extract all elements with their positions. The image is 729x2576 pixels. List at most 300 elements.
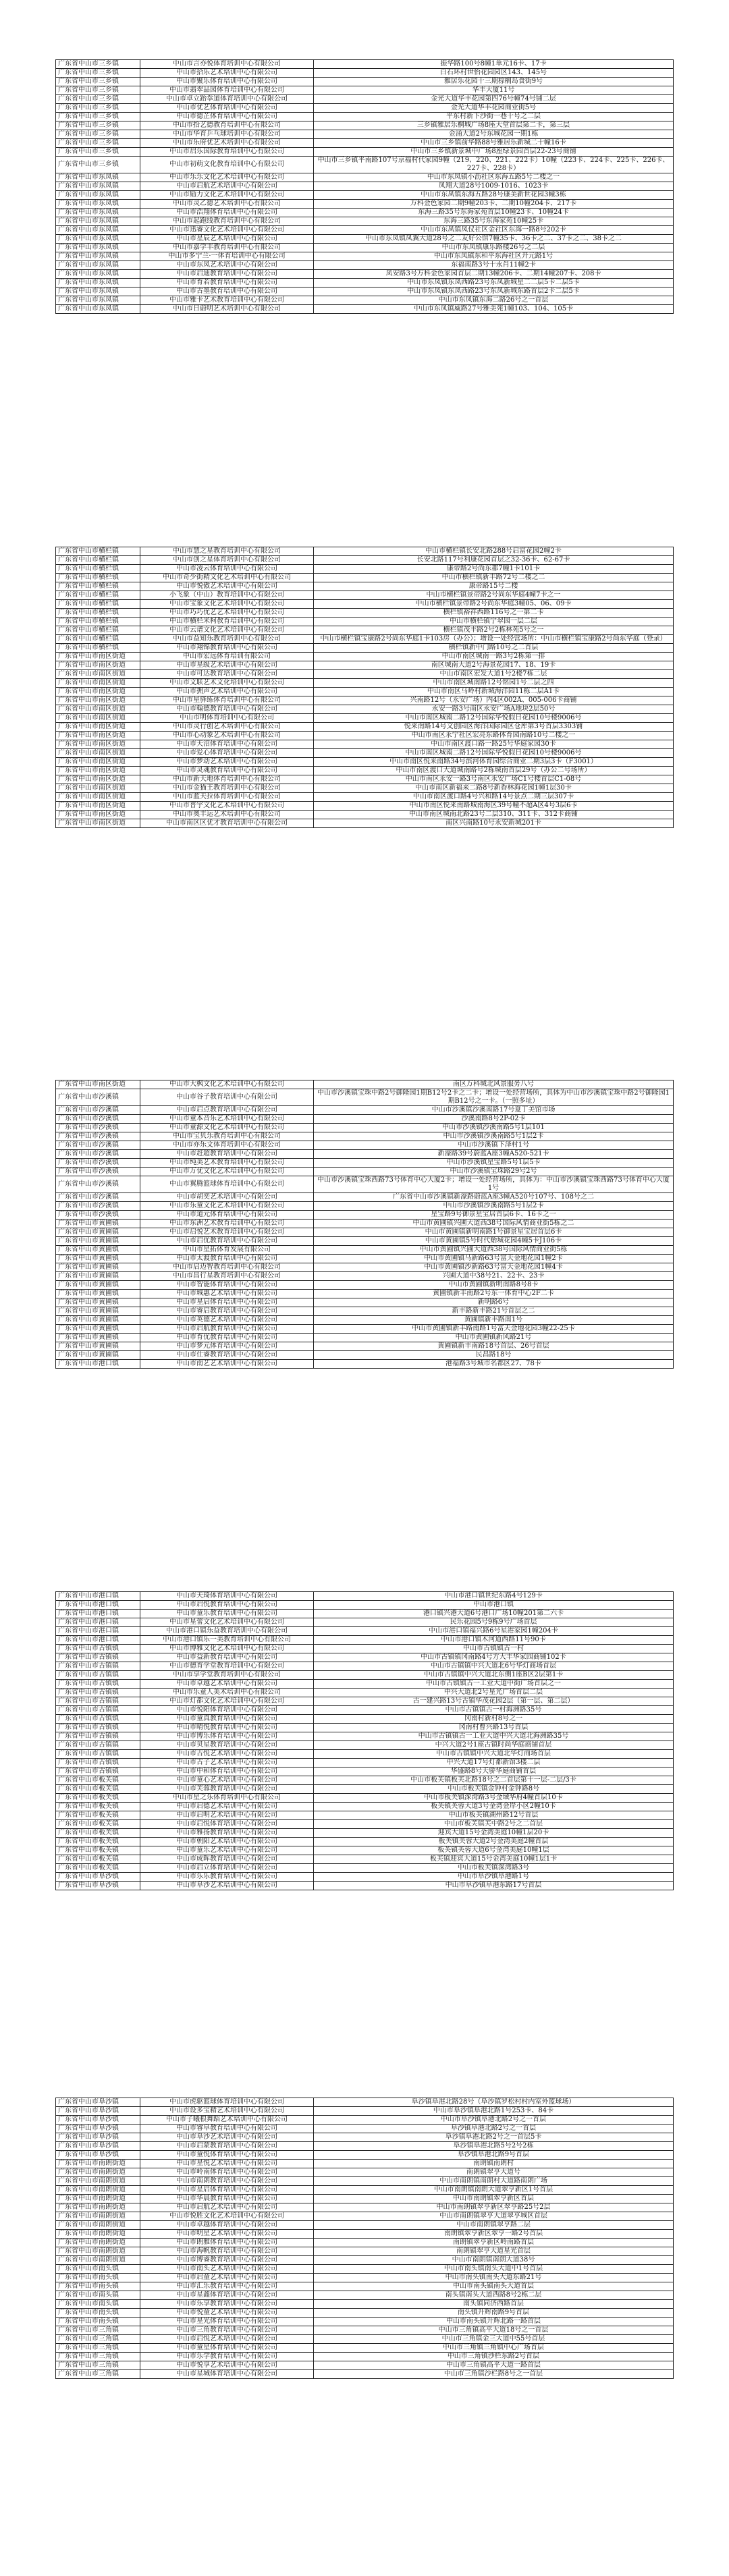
org-name-cell: 中山市灯都文化艺术培训中心有限公司 bbox=[140, 1697, 314, 1706]
table-row bbox=[56, 1732, 674, 1741]
address-cell: 华丰大厦11号 bbox=[314, 86, 674, 95]
table-row bbox=[56, 2318, 674, 2326]
region-cell: 广东省中山市三角镇 bbox=[56, 2370, 140, 2379]
table-row bbox=[56, 1159, 674, 1168]
table-row bbox=[56, 1150, 674, 1159]
table-row bbox=[56, 784, 674, 793]
region-cell: 广东省中山市南朗街道 bbox=[56, 2177, 140, 2186]
region-cell: 广东省中山市阜沙镇 bbox=[56, 1873, 140, 1882]
table-row bbox=[56, 60, 674, 69]
region-cell: 广东省中山市黄圃镇 bbox=[56, 1351, 140, 1360]
org-name-cell: 中山市德芷体育培训中心有限公司 bbox=[140, 113, 314, 121]
address-cell: 万科金色家园二期9幢203卡、二期10幢204卡、217卡 bbox=[314, 200, 674, 209]
org-name-cell: 中山市拾乐艺术培训中心有限公司 bbox=[140, 69, 314, 78]
region-cell: 广东省中山市古镇镇 bbox=[56, 1741, 140, 1750]
org-name-cell: 中山市虎驱篮球体育培训中心有限公司 bbox=[140, 2098, 314, 2107]
table-row bbox=[56, 157, 674, 173]
region-cell: 广东省中山市横栏镇 bbox=[56, 591, 140, 600]
org-name-cell: 中山市乐乐教育培训中心有限公司 bbox=[140, 1873, 314, 1882]
table-row bbox=[56, 1601, 674, 1610]
region-cell: 广东省中山市三乡镇 bbox=[56, 113, 140, 121]
org-name-cell: 中山市星启体育培训中心有限公司 bbox=[140, 2186, 314, 2195]
org-name-cell: 中山市启立体育培训中心有限公司 bbox=[140, 1864, 314, 1873]
region-cell: 广东省中山市阜沙镇 bbox=[56, 2098, 140, 2107]
address-cell: 中山市南头镇南头大道首层 bbox=[314, 2282, 674, 2291]
org-name-cell: 中山市言亦悦体育培训中心有限公司 bbox=[140, 60, 314, 69]
region-cell: 广东省中山市沙溪镇 bbox=[56, 1168, 140, 1176]
table-row bbox=[56, 1592, 674, 1601]
table-row bbox=[56, 1246, 674, 1255]
table-row bbox=[56, 2335, 674, 2344]
table-row bbox=[56, 1272, 674, 1281]
table-row bbox=[56, 252, 674, 261]
org-name-cell: 中山市文联艺术文化培训中心有限公司 bbox=[140, 679, 314, 688]
org-name-cell: 中山市亦乐文体育培训中心有限公司 bbox=[140, 1141, 314, 1150]
address-cell: 中山市三角镇三角镇中心广场首层 bbox=[314, 2344, 674, 2353]
address-cell: 中山市黄圃镇马新路63号富天金地花园1幢2卡 bbox=[314, 1255, 674, 1263]
org-name-cell: 中山市悦享艺术培训中心有限公司 bbox=[140, 2361, 314, 2370]
region-cell: 广东省中山市南区街道 bbox=[56, 793, 140, 802]
address-cell: 中山市古镇镇中兴大道北东侧1座B区2层第1卡 bbox=[314, 1671, 674, 1680]
region-cell: 广东省中山市东凤镇 bbox=[56, 200, 140, 209]
org-name-cell: 中山市爱心体育培训中心有限公司 bbox=[140, 749, 314, 758]
address-cell: 中山市沙溪镇沙溪南路5号1层101 bbox=[314, 1124, 674, 1132]
org-name-cell: 中山市星拓体育发展有限公司 bbox=[140, 1246, 314, 1255]
org-name-cell: 中山市阜沙艺术培训中心有限公司 bbox=[140, 2133, 314, 2142]
table-row bbox=[56, 1689, 674, 1697]
region-cell: 广东省中山市三角镇 bbox=[56, 2344, 140, 2353]
org-name-cell: 中山市翼腾篮球体育培训中心有限公司 bbox=[140, 1176, 314, 1193]
table-row bbox=[56, 2256, 674, 2265]
address-cell: 中山市东凤镇小沥社区东海五路5号二楼之一 bbox=[314, 173, 674, 182]
org-name-cell: 中山市启乐国际教育培训中心有限公司 bbox=[140, 148, 314, 157]
org-name-cell: 中山市智能体育培训中心有限公司 bbox=[140, 1281, 314, 1290]
org-name-cell: 中山市三角教育培训中心有限公司 bbox=[140, 2326, 314, 2335]
region-cell: 广东省中山市黄圃镇 bbox=[56, 1290, 140, 1298]
table-row bbox=[56, 2186, 674, 2195]
region-cell: 广东省中山市横栏镇 bbox=[56, 600, 140, 609]
table-row bbox=[56, 1298, 674, 1307]
org-name-cell: 中山市嘉学丰教育培训中心有限公司 bbox=[140, 244, 314, 252]
region-cell: 广东省中山市南区街道 bbox=[56, 749, 140, 758]
region-cell: 广东省中山市东凤镇 bbox=[56, 235, 140, 244]
table-row bbox=[56, 182, 674, 191]
org-name-cell: 中山市童本音乐艺术培训中心有限公司 bbox=[140, 1115, 314, 1124]
region-cell: 广东省中山市黄圃镇 bbox=[56, 1272, 140, 1281]
org-name-cell: 中山市雅卡艺术教育培训中心有限公司 bbox=[140, 296, 314, 305]
region-cell: 广东省中山市沙溪镇 bbox=[56, 1202, 140, 1211]
address-cell: 兴南路12号（永安广场）内4区002A、005-006卡商铺 bbox=[314, 696, 674, 705]
address-cell: 中山市南区城南北路23号二层310、311卡、312卡商铺 bbox=[314, 811, 674, 819]
org-name-cell: 中山市励力文化艺术培训中心有限公司 bbox=[140, 191, 314, 200]
region-cell: 广东省中山市黄圃镇 bbox=[56, 1325, 140, 1334]
org-name-cell: 中山市星悦艺术培训中心有限公司 bbox=[140, 2160, 314, 2168]
region-cell: 广东省中山市板芙镇 bbox=[56, 1820, 140, 1829]
address-cell: 中山市板芙镇芙中路2号之二首层 bbox=[314, 1820, 674, 1829]
address-cell: 新明路6号 bbox=[314, 1298, 674, 1307]
region-cell: 广东省中山市三乡镇 bbox=[56, 78, 140, 86]
table-row bbox=[56, 1864, 674, 1873]
region-cell: 广东省中山市板芙镇 bbox=[56, 1846, 140, 1855]
org-name-cell: 中山市星辰艺术培训中心有限公司 bbox=[140, 235, 314, 244]
address-cell: 金光大道华丰花园第四76号幢74号铺二层 bbox=[314, 95, 674, 104]
address-cell: 中山市南区城南二路12号国际华悦假日花园10号楼9006号 bbox=[314, 749, 674, 758]
region-cell: 广东省中山市三乡镇 bbox=[56, 95, 140, 104]
org-name-cell: 中山市成晖教育培训中心有限公司 bbox=[140, 1855, 314, 1864]
table-row bbox=[56, 644, 674, 653]
address-cell: 中山市板芙镇深湾路3号 bbox=[314, 1864, 674, 1873]
region-cell: 广东省中山市三乡镇 bbox=[56, 60, 140, 69]
org-name-cell: 中山市益新教育培训中心有限公司 bbox=[140, 1653, 314, 1662]
table-row bbox=[56, 209, 674, 217]
org-name-cell: 中山市翔锦教育培训中心有限公司 bbox=[140, 644, 314, 653]
region-cell: 广东省中山市港口镇 bbox=[56, 1627, 140, 1636]
region-cell: 广东省中山市港口镇 bbox=[56, 1618, 140, 1627]
region-cell: 广东省中山市横栏镇 bbox=[56, 565, 140, 574]
table-row bbox=[56, 653, 674, 661]
region-cell: 广东省中山市南头镇 bbox=[56, 2318, 140, 2326]
region-cell: 广东省中山市板芙镇 bbox=[56, 1855, 140, 1864]
table-row bbox=[56, 2265, 674, 2274]
org-name-cell: 中山市博乐体育培训中心有限公司 bbox=[140, 1732, 314, 1741]
table-row bbox=[56, 802, 674, 811]
org-name-cell: 中山市德育学堂教育培训中心有限公司 bbox=[140, 1662, 314, 1671]
address-cell: 中山市阜沙镇阜港东路17号首层 bbox=[314, 1882, 674, 1890]
address-cell: 中山市南朗镇南朗大道翠亨新区1号首层 bbox=[314, 2186, 674, 2195]
address-cell: 板芙镇芙蓉大道3号金湾金岸小区2幢10卡 bbox=[314, 1803, 674, 1811]
address-cell: 中山市沙溪镇宝珠路29号2号 bbox=[314, 1168, 674, 1176]
address-cell: 平东村新下沙街一巷十号之二层 bbox=[314, 113, 674, 121]
region-cell: 广东省中山市南区街道 bbox=[56, 819, 140, 828]
org-name-cell: 中山市悦童艺术培训中心有限公司 bbox=[140, 2309, 314, 2318]
table-row bbox=[56, 688, 674, 696]
table-row bbox=[56, 1237, 674, 1246]
region-cell: 广东省中山市三乡镇 bbox=[56, 86, 140, 95]
region-cell: 广东省中山市南朗街道 bbox=[56, 2203, 140, 2212]
region-cell: 广东省中山市黄圃镇 bbox=[56, 1281, 140, 1290]
org-name-cell: 中山市南区区优才教育培训中心有限公司 bbox=[140, 819, 314, 828]
table-row bbox=[56, 574, 674, 582]
table-row bbox=[56, 121, 674, 130]
table-row bbox=[56, 609, 674, 618]
table-row bbox=[56, 670, 674, 679]
org-name-cell: 中山市童乐教育培训中心有限公司 bbox=[140, 1610, 314, 1618]
table-row bbox=[56, 1820, 674, 1829]
region-cell: 广东省中山市东凤镇 bbox=[56, 226, 140, 235]
region-cell: 广东省中山市沙溪镇 bbox=[56, 1106, 140, 1115]
region-cell: 广东省中山市古镇镇 bbox=[56, 1732, 140, 1741]
address-cell: 横栏镇新中门路10号之二首层 bbox=[314, 644, 674, 653]
org-name-cell: 中山市育若教育培训中心有限公司 bbox=[140, 279, 314, 287]
address-cell: 中山市横栏镇宝康路2号尚东华庭1卡103房（办公）；增设一处经营场所：中山市横栏镇宝康路2号尚东华庭（登录） bbox=[314, 635, 674, 644]
table-row bbox=[56, 1281, 674, 1290]
org-name-cell: 中山市灵行创艺术培训中心有限公司 bbox=[140, 723, 314, 732]
address-cell: 白石环村世怡花园园区143、145号 bbox=[314, 69, 674, 78]
table-row bbox=[56, 811, 674, 819]
region-cell: 广东省中山市南区街道 bbox=[56, 775, 140, 784]
org-name-cell: 中山市慧之星教育培训中心有限公司 bbox=[140, 547, 314, 556]
org-name-cell: 中山市翡翠品园体育培训中心有限公司 bbox=[140, 86, 314, 95]
table-row bbox=[56, 1106, 674, 1115]
org-name-cell: 中山市朝阳艺术培训中心有限公司 bbox=[140, 1838, 314, 1846]
address-cell: 中山市黄圃镇兴圃大道西38号国际风情商业街5栋 bbox=[314, 1246, 674, 1255]
org-name-cell: 中山市横栏米柯教育培训中心有限公司 bbox=[140, 618, 314, 626]
table-row bbox=[56, 1220, 674, 1228]
table-row bbox=[56, 547, 674, 556]
table-row bbox=[56, 95, 674, 104]
region-cell: 广东省中山市三角镇 bbox=[56, 2326, 140, 2335]
address-cell: 中山市南区渡口路4号兴和路14号景点二期三层307卡 bbox=[314, 793, 674, 802]
address-cell: 中山市港口镇福兴路6号星港家园1幢204卡 bbox=[314, 1627, 674, 1636]
address-cell: 兴圃大道中38号21、22卡、23卡 bbox=[314, 1272, 674, 1281]
address-cell: 中山市三乡镇新景城中广场8座绿景园首层22-23号商铺 bbox=[314, 148, 674, 157]
org-name-cell: 中山市起跑线教育培训中心有限公司 bbox=[140, 217, 314, 226]
address-cell: 星宝路9号御景星宝居首层6卡、16卡之一 bbox=[314, 1211, 674, 1220]
org-name-cell: 中山市普宇文化艺术培训中心有限公司 bbox=[140, 802, 314, 811]
region-cell: 广东省中山市古镇镇 bbox=[56, 1767, 140, 1776]
address-cell: 中山市阜沙镇阜港北路1号253卡、84卡 bbox=[314, 2107, 674, 2116]
address-cell: 中山市沙溪镇沙溪南路5号1层2卡 bbox=[314, 1132, 674, 1141]
address-cell: 中山市南区宏发大道1号2楼7栋二层 bbox=[314, 670, 674, 679]
table-row bbox=[56, 1715, 674, 1724]
region-cell: 广东省中山市东凤镇 bbox=[56, 252, 140, 261]
table-row bbox=[56, 69, 674, 78]
region-cell: 广东省中山市港口镇 bbox=[56, 1636, 140, 1645]
region-cell: 广东省中山市东凤镇 bbox=[56, 287, 140, 296]
org-name-cell: 中山市金猫王教育培训中心有限公司 bbox=[140, 784, 314, 793]
address-cell: 东福南路3号十永肖11幢2卡 bbox=[314, 261, 674, 270]
table-row bbox=[56, 1610, 674, 1618]
address-cell: 中山市东凤镇东凤西路23号东凤新城星二二层5卡二层5卡 bbox=[314, 279, 674, 287]
org-name-cell: 中山市可达教育培训中心有限公司 bbox=[140, 670, 314, 679]
org-name-cell: 中山市启悦艺术教育培训中心有限公司 bbox=[140, 1228, 314, 1237]
address-cell: 中山市南区城南一路3号2栋第一排 bbox=[314, 653, 674, 661]
table-row bbox=[56, 705, 674, 714]
address-cell: 金涌大道2号东城花园一期1栋 bbox=[314, 130, 674, 139]
org-name-cell: 中山市海帆教育培训中心有限公司 bbox=[140, 2247, 314, 2256]
address-cell: 中山市南区新福来二路8号新香林海花园1幢1层30卡 bbox=[314, 784, 674, 793]
org-name-cell: 中山市港口镇乐一美教育培训中心有限公司 bbox=[140, 1636, 314, 1645]
region-cell: 广东省中山市南区街道 bbox=[56, 811, 140, 819]
table-row bbox=[56, 767, 674, 775]
address-cell: 中山市南区渡口大道城南路号2栋城南首层29号（办公二号场所） bbox=[314, 767, 674, 775]
address-cell: 南区城南大道2号海景花园17、18、19卡 bbox=[314, 661, 674, 670]
table-row bbox=[56, 565, 674, 574]
org-name-cell: 中山市启悦艺术培训中心有限公司 bbox=[140, 2335, 314, 2344]
org-name-cell: 中山市翰德教育培训中心有限公司 bbox=[140, 705, 314, 714]
region-cell: 广东省中山市古镇镇 bbox=[56, 1715, 140, 1724]
table-row bbox=[56, 1838, 674, 1846]
region-cell: 广东省中山市古镇镇 bbox=[56, 1645, 140, 1653]
org-name-cell: 中山市云谱文化艺术培训中心有限公司 bbox=[140, 626, 314, 635]
table-row bbox=[56, 2309, 674, 2318]
org-name-cell: 中山市优艺体育培训中心有限公司 bbox=[140, 104, 314, 113]
region-cell: 广东省中山市古镇镇 bbox=[56, 1689, 140, 1697]
org-name-cell: 中山市港口镇乐益教育培训中心有限公司 bbox=[140, 1627, 314, 1636]
org-name-cell: 中山市奥丰运艺术培训中心有限公司 bbox=[140, 811, 314, 819]
table-row bbox=[56, 635, 674, 644]
region-cell: 广东省中山市沙溪镇 bbox=[56, 1211, 140, 1220]
org-name-cell: 中山市道元体育培训中心有限公司 bbox=[140, 1211, 314, 1220]
org-name-cell: 中山市中和体育培训中心有限公司 bbox=[140, 1767, 314, 1776]
table-row bbox=[56, 1351, 674, 1360]
table-row bbox=[56, 1141, 674, 1150]
region-cell: 广东省中山市三乡镇 bbox=[56, 104, 140, 113]
table-row bbox=[56, 139, 674, 148]
region-cell: 广东省中山市东凤镇 bbox=[56, 270, 140, 279]
region-cell: 广东省中山市阜沙镇 bbox=[56, 2125, 140, 2133]
org-name-cell: 中山市卓立跆拳道体育培训中心有限公司 bbox=[140, 95, 314, 104]
address-cell: 新濠路39号蔚蓝A座3幢A520-521卡 bbox=[314, 1150, 674, 1159]
org-name-cell: 中山市启迈智教育培训中心有限公司 bbox=[140, 1263, 314, 1272]
table-row bbox=[56, 1750, 674, 1759]
table-row bbox=[56, 1741, 674, 1750]
org-name-cell: 中山市益知乐教育培训中心有限公司 bbox=[140, 635, 314, 644]
table-row bbox=[56, 1193, 674, 1202]
table-row bbox=[56, 1653, 674, 1662]
table-row bbox=[56, 217, 674, 226]
region-cell: 广东省中山市古镇镇 bbox=[56, 1680, 140, 1689]
org-name-cell: 中山市东凤艺术培训中心有限公司 bbox=[140, 261, 314, 270]
address-cell: 港口镇兴港大道6号港口广场10幢201第二六卡 bbox=[314, 1610, 674, 1618]
address-cell: 中山市东凤镇凤仪社区金社区东海一路8号202卡 bbox=[314, 226, 674, 235]
address-cell: 中山市黄圃镇新风路21号 bbox=[314, 1334, 674, 1342]
region-cell: 广东省中山市东凤镇 bbox=[56, 261, 140, 270]
address-cell: 中山市沙溪镇下泽村1号 bbox=[314, 1141, 674, 1150]
address-cell: 中山市古镇镇中兴大道北6号华灯商场首层 bbox=[314, 1662, 674, 1671]
table-row bbox=[56, 732, 674, 740]
address-cell: 中山市横栏镇景帝路2号尚东华庭4幢7卡之一 bbox=[314, 591, 674, 600]
region-cell: 广东省中山市沙溪镇 bbox=[56, 1124, 140, 1132]
org-name-cell: 中山市星光体育培训中心有限公司 bbox=[140, 2318, 314, 2326]
address-cell: 中山市黄圃镇新丰路南路1号富天金地花园3幢22-25卡 bbox=[314, 1325, 674, 1334]
address-cell: 中山市南朗镇南朗村大道路南朗广场 bbox=[314, 2177, 674, 2186]
table-row bbox=[56, 2203, 674, 2212]
region-cell: 广东省中山市东凤镇 bbox=[56, 217, 140, 226]
address-cell: 中山市南区渡口路一路25号华庭家园30卡 bbox=[314, 740, 674, 749]
region-cell: 广东省中山市东凤镇 bbox=[56, 173, 140, 182]
org-name-cell: 中山市乐乐文化艺术培训中心有限公司 bbox=[140, 173, 314, 182]
address-cell: 南朗镇翠亨新区翠亨一路2号首层 bbox=[314, 2230, 674, 2239]
org-name-cell: 中山市初萌文化教育培训中心有限公司 bbox=[140, 157, 314, 173]
org-name-cell: 中山市东洲艺术教育培训中心有限公司 bbox=[140, 1220, 314, 1228]
table-row bbox=[56, 104, 674, 113]
org-name-cell: 中山市万优文化艺术培训中心有限公司 bbox=[140, 1168, 314, 1176]
address-cell: 中山市黄圃镇沙新路63号富天金地花园1幢4卡 bbox=[314, 1263, 674, 1272]
org-name-cell: 中山市城惠艺术培训中心有限公司 bbox=[140, 1290, 314, 1298]
address-cell: 中山市阜沙镇阜港路1号 bbox=[314, 1873, 674, 1882]
address-cell: 中山市港口镇木河道西路11号90卡 bbox=[314, 1636, 674, 1645]
address-cell: 永安一路3号南区永安广场A地块2层50号 bbox=[314, 705, 674, 714]
table-row bbox=[56, 2300, 674, 2309]
org-name-cell: 中山市雅扬教育培训中心有限公司 bbox=[140, 1829, 314, 1838]
region-cell: 广东省中山市东凤镇 bbox=[56, 182, 140, 191]
table-row bbox=[56, 1211, 674, 1220]
address-cell: 中山市横栏镇宁翠园一层二层 bbox=[314, 618, 674, 626]
table-row bbox=[56, 2274, 674, 2282]
address-cell: 中兴大道17号灯都新馆3楼二层 bbox=[314, 1759, 674, 1767]
table-row bbox=[56, 714, 674, 723]
region-cell: 广东省中山市南头镇 bbox=[56, 2300, 140, 2309]
address-cell: 长安北路117号利康花园首层之32-36卡、62-67卡 bbox=[314, 556, 674, 565]
address-cell: 中山市南朗镇翠亨大道翠亨城区首层 bbox=[314, 2212, 674, 2221]
address-cell: 横栏镇裕祥西路116号之一第二卡 bbox=[314, 609, 674, 618]
table-row bbox=[56, 1115, 674, 1124]
org-name-cell: 中山市悦胜文化艺术培训中心有限公司 bbox=[140, 2212, 314, 2221]
region-cell: 广东省中山市板芙镇 bbox=[56, 1829, 140, 1838]
region-cell: 广东省中山市横栏镇 bbox=[56, 635, 140, 644]
org-name-cell: 中山市梦元体育培训中心有限公司 bbox=[140, 1342, 314, 1351]
region-cell: 广东省中山市沙溪镇 bbox=[56, 1141, 140, 1150]
org-name-cell: 中山市朗雅体育培训中心有限公司 bbox=[140, 2239, 314, 2247]
table-row bbox=[56, 1089, 674, 1106]
table-row bbox=[56, 2230, 674, 2239]
org-name-cell: 中山市童真教育培训中心有限公司 bbox=[140, 1715, 314, 1724]
table-row bbox=[56, 1263, 674, 1272]
region-cell: 广东省中山市南区街道 bbox=[56, 714, 140, 723]
table-row bbox=[56, 1124, 674, 1132]
region-cell: 广东省中山市黄圃镇 bbox=[56, 1342, 140, 1351]
address-cell: 阜沙镇阜港北路28号（阜沙镇罗松村村内室外篮球场） bbox=[314, 2098, 674, 2107]
org-name-cell: 中山市奇少街精文化艺术培训中心有限公司 bbox=[140, 574, 314, 582]
org-name-cell: 中山市汇乐教育培训中心有限公司 bbox=[140, 2282, 314, 2291]
table-row bbox=[56, 1724, 674, 1732]
address-cell: 三乡镇雅居乐桐城广场8座大堂首层第二卡，第三层 bbox=[314, 121, 674, 130]
org-name-cell: 中山市宏远体育培训有限公司 bbox=[140, 653, 314, 661]
address-cell: 中山市沙溪镇沙溪南路5号1层2卡 bbox=[314, 1202, 674, 1211]
table-row bbox=[56, 1706, 674, 1715]
table-row bbox=[56, 1316, 674, 1325]
region-cell: 广东省中山市横栏镇 bbox=[56, 582, 140, 591]
org-name-cell: 中山市赶超教育培训中心有限公司 bbox=[140, 1150, 314, 1159]
org-name-cell: 中山市星城体育培训中心有限公司 bbox=[140, 2370, 314, 2379]
table-row bbox=[56, 1290, 674, 1298]
org-name-cell: 中山市大枫文化艺术培训中心有限公司 bbox=[140, 1080, 314, 1089]
table-row bbox=[56, 270, 674, 279]
org-name-cell: 中山市启航教育培训中心有限公司 bbox=[140, 1325, 314, 1334]
table-row bbox=[56, 626, 674, 635]
org-name-cell: 中山市博雅文化艺术培训中心有限公司 bbox=[140, 1645, 314, 1653]
org-name-cell: 中山市启迪教育培训中心有限公司 bbox=[140, 270, 314, 279]
table-row bbox=[56, 618, 674, 626]
address-cell: 凤翔大道28号1009-1016、1023卡 bbox=[314, 182, 674, 191]
address-cell: 板芙镇芙蓉大道6号金湾美庭10幢1层 bbox=[314, 1846, 674, 1855]
region-cell: 广东省中山市横栏镇 bbox=[56, 609, 140, 618]
region-cell: 广东省中山市三角镇 bbox=[56, 2335, 140, 2344]
table-row bbox=[56, 600, 674, 609]
address-cell: 阜沙镇阜港北路9号首层 bbox=[314, 2151, 674, 2160]
region-cell: 广东省中山市三乡镇 bbox=[56, 139, 140, 148]
address-cell: 华盛路8号天骄华庭商铺首层 bbox=[314, 1767, 674, 1776]
region-cell: 广东省中山市古镇镇 bbox=[56, 1671, 140, 1680]
region-cell: 广东省中山市港口镇 bbox=[56, 1592, 140, 1601]
org-name-cell: 中山市乐童人美术培训中心有限公司 bbox=[140, 1689, 314, 1697]
address-cell: 金光大道华丰花园商业街5号 bbox=[314, 104, 674, 113]
table-row bbox=[56, 2142, 674, 2151]
address-cell: 中山市南头镇升辉北路一路首层 bbox=[314, 2318, 674, 2326]
org-name-cell: 中山市启点教育培训中心有限公司 bbox=[140, 1106, 314, 1115]
address-cell: 东海三路35号东海家苑首层10幢23卡、10幢24卡 bbox=[314, 209, 674, 217]
table-row bbox=[56, 1785, 674, 1794]
org-name-cell: 中山市乐享教育培训中心有限公司 bbox=[140, 2300, 314, 2309]
address-cell: 中山市南头镇南头大道中1号首层 bbox=[314, 2265, 674, 2274]
address-cell: 中山市沙溪镇星宝路5号1层5卡 bbox=[314, 1159, 674, 1168]
address-cell: 中山市沙溪镇宝珠中路2号御隆园1期B12号2卡之二卡；增设一处经营场所，具体为中山市沙溪镇宝珠中路2号御隆园1期B12号之一卡。（一照多址） bbox=[314, 1089, 674, 1106]
address-cell: 中山市三乡镇前华路88号雅居乐新城二十幢16卡 bbox=[314, 139, 674, 148]
org-name-cell: 中山市乐童文化艺术培训中心有限公司 bbox=[140, 1202, 314, 1211]
region-cell: 广东省中山市横栏镇 bbox=[56, 618, 140, 626]
address-cell: 新丰路新丰路21号首层之二 bbox=[314, 1307, 674, 1316]
